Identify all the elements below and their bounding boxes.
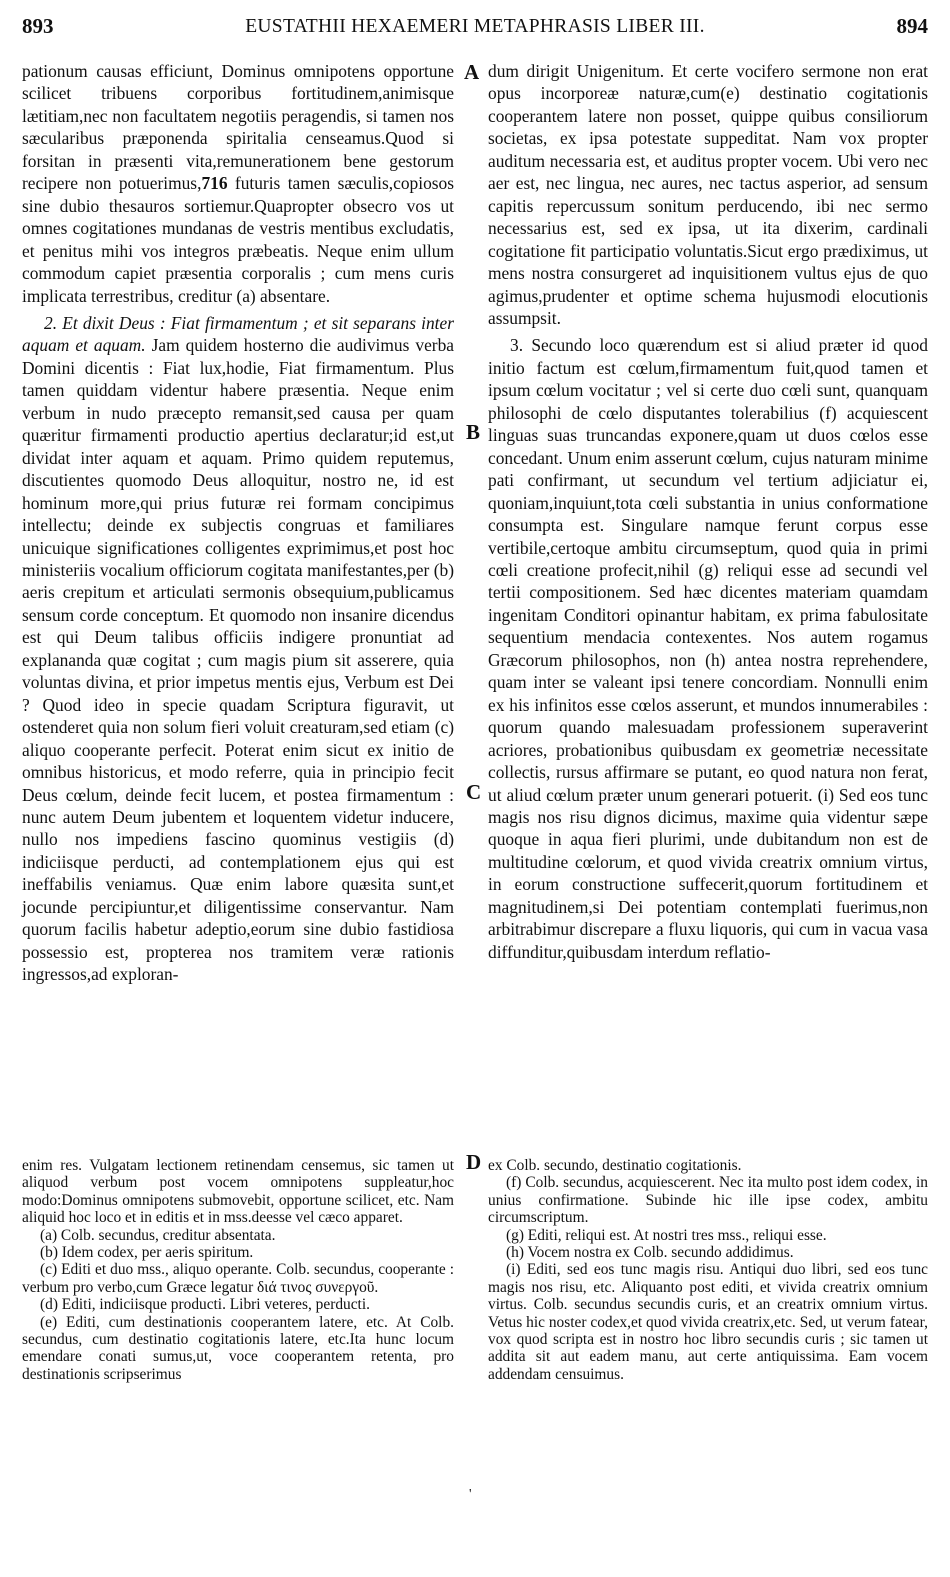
footnote-g: (g) Editi, reliqui est. At nostri tres mss., reliqui esse.: [506, 1226, 827, 1244]
paragraph-1-text-cont: futuris tamen sæculis,copiosos sine dubio thesauros sortiemur.Quapropter obsecro vos ut omnes cogitationes mundanas de vestris mentibus excludatis, et penitus mihi vos integros præbeatis. Neque enim ullum commodum capiet præsentia corporalis ; cum mens curis implicata terrestribus, creditur (a) absentare.: [22, 173, 454, 306]
footnote-c: (c) Editi et duo mss., aliquo operante. Colb. secundus, cooperante : verbum pro verbo,cum Græce legatur διά τινος συνεργοῦ.: [22, 1261, 454, 1296]
footnote-a: (a) Colb. secundus, creditur absentata.: [40, 1226, 276, 1244]
paragraph-1: [22, 60, 454, 307]
running-header: [22, 14, 928, 44]
footnote-continuation: enim res. Vulgatam lectionem retinendam censemus, sic tamen ut aliquod verbum post vocem omnipotens suppleatur,hoc modo:Dominus omnipotens submovebit, opportune scilicet, etc. Nam aliquid hoc loco et in editis et in mss.deesse vel cæco apparet.: [22, 1157, 454, 1227]
footnote-e: (e) Editi, cum destinationis cooperantem latere, etc. At Colb. secundus, cum destinatio cogitationis latere, etc.Ita hunc locum emendare conati sumus,ut, voce cooperantem retenta, pro destinationis scripserimus: [22, 1313, 454, 1383]
inline-page-number: 716: [201, 173, 228, 194]
page-number-left: 893: [22, 14, 54, 38]
margin-marker-d: D: [466, 1150, 482, 1174]
footnotes-right: [488, 1157, 928, 1383]
paragraph-2-heading: 2. Et dixit Deus : Fiat firmamentum ; et sit separans inter aquam et aquam.: [22, 312, 454, 356]
footnote-h: (h) Vocem nostra ex Colb. secundo addidimus.: [506, 1244, 794, 1262]
margin-marker-c: C: [466, 780, 482, 804]
footnotes-left: [22, 1157, 454, 1383]
paragraph-3: 3. Secundo loco quærendum est si aliud præter id quod initio factum est cœlum,firmamentum fuit,quod tamen et ipsum cœlum vocitatur ; vel si certe duo cœli sunt, quanquam philosophi de cœlo disputantes tolerabilius (f) acquiescent linguas suas truncandas exponere,quam ut duos cœlos esse concedant. Unum enim asserunt cœlum, cujus naturam minime pati confirmant, ut secundum vel tertium adjiciatur ei, quoniam,inquiunt,tota cœli substantia in unius conformatione consumpta est. Singulare namque ferunt corpus esse vertibile,certoque ambitu circumseptum, quod quia in primi cœli creatione profecit,nihil (g) reliqui esse ad secundi vel tertii compositionem. Sed hæc dicentes materiam quamdam ingenitam Conditori opinantur habitam, ex prima fabulositate sequentium mendacia contexentes. Nos autem rogamus Græcorum philosophos, non (h) antea nostra reprehendere, quam inter se valeant ipsi tenere concordiam. Nonnulli enim ex his infinitos esse cœlos asserunt, et mundos innumerabiles : quorum quando malesuadam professionem superaverint acriores, probationibus quibusdam ex geometriæ necessitate collectis, rursus affirmare se putant, eo quod natura non ferat, ut aliud cœlum præter unum generari potuerit. (i) Sed eos tunc magis nos risu dignos dicimus, maxime quia videntur sæpe quoque in aqua fieri plurimi, unde dubitandum non est de multitudine cœlorum, et quod vivida creatrix omnium virtus, in eorum constructione suffecerit,quorum fortitudinem et magnitudinem,si Dei potentiam contemplati fuerimus,non arbitrabimur discrepare a fluxu liquoris, qui cum in vacua vasa diffunditur,quibusdam interdum reflatio-: [488, 335, 928, 962]
footnote-i: (i) Editi, sed eos tunc magis risu. Antiqui duo libri, sed eos tunc magis nos risu, etc. Aliquanto post editi, et vivida creatrix omnium virtus. Colb. secundus secundis curis, et an creatrix omnium virtus. Vetus hic noster codex,et quod vivida creatrix,etc. Sed, ut verum fatear, vox quod scripta est in nostro hoc libro secundis curis ; sic tamen ut addita sit aut eadem manu, aut certe antiquissima. Eam vocem addendam censuimus.: [488, 1261, 928, 1383]
footnote-d: (d) Editi, indiciisque producti. Libri veteres, perducti.: [40, 1296, 370, 1314]
paragraph-2: [22, 312, 454, 986]
left-column: [22, 60, 454, 986]
paragraph-2-text: Jam quidem hosterno die audivimus verba Domini dicentis : Fiat lux,hodie, Fiat firmamentum. Plus tamen quiddam videntur habere præsentia. Neque enim verbum in nudo præcepto remansit,sed causa per quam quæritur firmamenti productio apertius declaratur;id est,ut dividat inter aquam et aquam. Primo quidem reputemus, discutientes quomodo Deus alloquitur, nostro ne, id est hominum more,qui prius futuræ rei formam concipimus intellectu; deinde ex subjectis congruas et familiares unicuique significationes colligentes exprimimus,et post hoc ministeriis vocalium officiorum cogitata manifestantes,per (b) aeris crepitum et articulati sermonis obsequium,publicamus sensum corde conceptum. Et quomodo non insanire dicendus est qui Deum talibus officiis indigere pronuntiat ad explananda quæ cogitat ; cum magis pium sit asserere, quia voluntas divina, et prior impetus mentis ejus, Verbum est Dei ? Quod ideo in specie quadam Scriptura figuravit, ut ostenderet quia non solum fieri voluit creaturam,sed etiam (c) aliquo cooperante perfecit. Poterat enim sicut ex initio de omnibus historicus, et modo referre, quia in principio fecit Deus cœlum, deinde fecit lucem, et postea firmamentum : nunc autem Deum jubentem et loquentem videtur inducere, nullo nos impediens fascino quominus vestigiis (d) indiciisque perducti, ad contemplationem ejus qui est ineffabilis veniamus. Quæ enim labore quæsita sunt,et jocunde percipiuntur,et diligentissime conservantur. Nam quorum facilis habetur adeptio,eorum sine dubio fastidiosa possessio est, propterea nos tramitem veræ rationis ingressos,ad exploran-: [22, 335, 454, 985]
running-title: EUSTATHII HEXAEMERI METAPHRASIS LIBER III.: [245, 16, 705, 37]
right-column: [488, 60, 928, 963]
margin-marker-a: A: [464, 60, 480, 84]
paragraph-right-1: dum dirigit Unigenitum. Et certe vocifero sermone non erat opus incorporeæ naturæ,cum(e) destinatio cogitationis cooperantem latere non posset, quippe quibus consiliorum societas, ex ipsa potestate suppeditat. Nam vox propter auditum necessaria est, et auditus propter vocem. Ubi vero nec aer est, nec lingua, nec aures, nec tactus asperior, ad sensum capitis repercussum sonitum perducendo, ibi nec sermo necessarius est, sed ex ipsa, ut ita dixerim, cardinali cogitatione fit participatio voluntatis.Sicut ergo prædiximus, ut mens nostra consurgeret ad inquisitionem vultus ejus de quo agimus,prudenter et optime schema hujusmodi elocutionis assumpsit.: [488, 61, 928, 328]
footnote-b: (b) Idem codex, per aeris spiritum.: [40, 1244, 254, 1262]
footer-mark: ': [469, 1487, 472, 1502]
footnote-e-continuation: ex Colb. secundo, destinatio cogitationis.: [488, 1157, 742, 1174]
footnote-f: (f) Colb. secundus, acquiescerent. Nec ita multo post idem codex, in unius confirmatione. Subinde hic ille ipse codex, ambitu circumscriptum.: [488, 1174, 928, 1227]
paragraph-1-text: pationum causas efficiunt, Dominus omnipotens opportune scilicet tribuens corporibus fortitudinem,animisque lætitiam,nec non facultatem negotiis peragendis, si tamen nos sæcularibus præponenda spiritalia censeamus.Quod si forsitan in præsenti vita,remunerationem bene gestorum recipere non potuerimus,: [22, 61, 454, 194]
page-number-right: 894: [896, 14, 928, 38]
margin-marker-b: B: [466, 420, 481, 444]
